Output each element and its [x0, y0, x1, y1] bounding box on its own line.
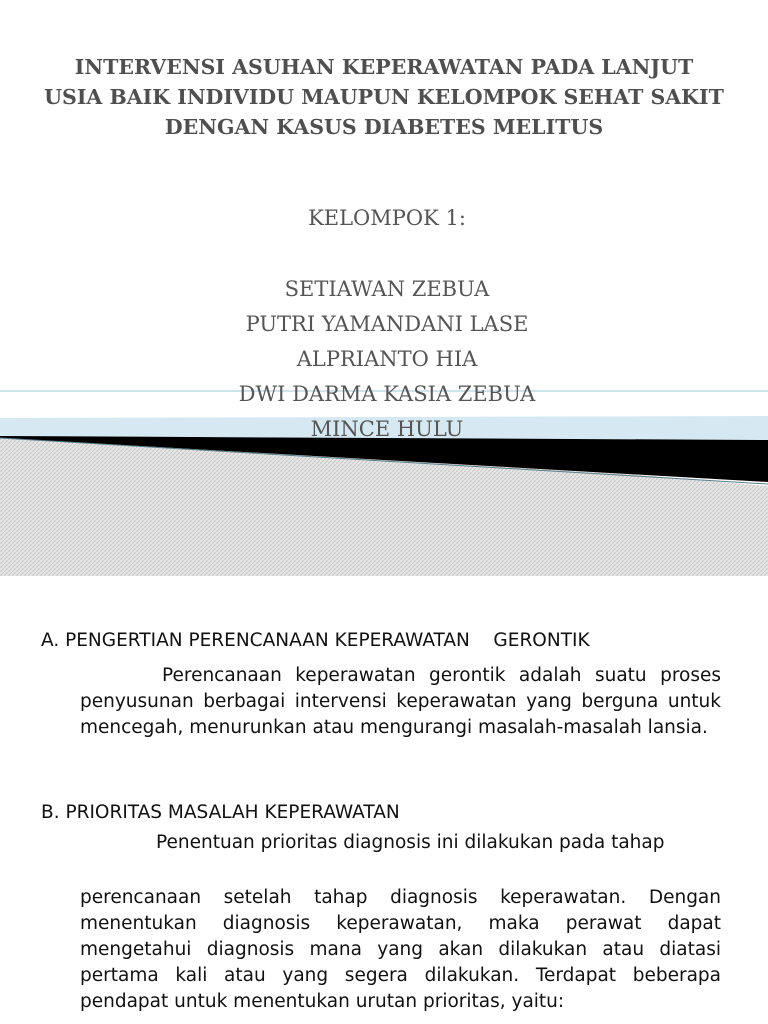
section-b-paragraph-1	[80, 830, 721, 856]
member-name: MINCE HULU	[310, 417, 464, 441]
member-name: SETIAWAN ZEBUA	[284, 277, 490, 301]
section-a-text: Perencanaan keperawatan gerontik adalah suatu proses penyusunan berbagai intervensi keperawatan yang berguna untuk mencegah, menurunkan atau mengurangi masalah-masalah lansia.	[80, 665, 721, 738]
title-line: USIA BAIK INDIVIDU MAUPUN KELOMPOK SEHAT SAKIT	[44, 85, 724, 109]
member-name: DWI DARMA KASIA ZEBUA	[238, 382, 536, 406]
section-a-heading: A. PENGERTIAN PERENCANAAN KEPERAWATAN GERONTIK	[41, 630, 590, 651]
group-label: KELOMPOK 1:	[308, 206, 466, 230]
member-list	[0, 272, 768, 447]
section-b-text-1: Penentuan prioritas diagnosis ini dilakukan pada tahap	[156, 832, 665, 853]
section-b-paragraph-2	[80, 885, 721, 1015]
title-line: INTERVENSI ASUHAN KEPERAWATAN PADA LANJUT	[74, 55, 694, 79]
member-name: PUTRI YAMANDANI LASE	[245, 312, 529, 336]
section-b-heading: B. PRIORITAS MASALAH KEPERAWATAN	[41, 802, 400, 823]
section-b-text-2: perencanaan setelah tahap diagnosis keperawatan. Dengan menentukan diagnosis keperawatan, maka perawat dapat mengetahui diagnosis mana yang akan dilakukan atau diatasi pertama kali atau yang segera dilakukan. Terdapat beberapa pendapat untuk menentukan urutan prioritas, yaitu:	[80, 887, 721, 1012]
member-name: ALPRIANTO HIA	[296, 347, 478, 371]
section-a-paragraph	[80, 663, 721, 741]
title-line: DENGAN KASUS DIABETES MELITUS	[164, 115, 604, 139]
content-slide	[0, 576, 768, 1024]
